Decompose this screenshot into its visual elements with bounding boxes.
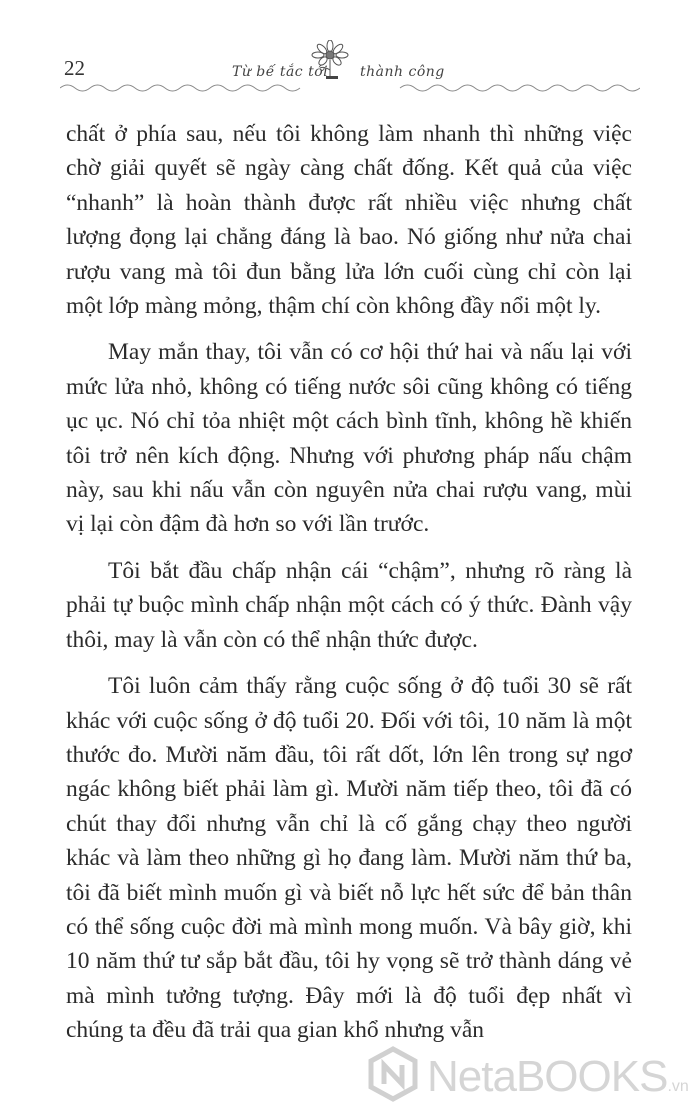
watermark-text: [427, 1052, 689, 1102]
paragraph: May mắn thay, tôi vẫn có cơ hội thứ hai và nấu lại với mức lửa nhỏ, không có tiếng nước sôi cũng không có tiếng ục ục. Nó chỉ tỏa nhiệt một cách bình tĩnh, không hề khiến tôi trở nên kích động. Nhưng với phương pháp nấu chậm này, sau khi nấu vẫn còn nguyên nửa chai rượu vang, mùi vị lại còn đậm đà hơn so với lần trước.: [66, 339, 632, 538]
running-head-left: Từ bế tắc tới: [232, 64, 329, 80]
paragraph: Tôi luôn cảm thấy rằng cuộc sống ở độ tuổi 30 sẽ rất khác với cuộc sống ở độ tuổi 20. Đối với tôi, 10 năm là một thước đo. Mười năm đầu, tôi rất dốt, lớn lên trong sự ngơ ngác không biết phải làm gì. Mười năm tiếp theo, tôi đã có chút thay đổi nhưng vẫn chỉ là cố gắng chạy theo người khác và làm theo những gì họ đang làm. Mười năm thứ ba, tôi đã biết mình muốn gì và biết nỗ lực hết sức để bản thân có thể sống cuộc đời mà mình mong muốn. Và bây giờ, khi 10 năm thứ tư sắp bắt đầu, tôi hy vọng sẽ trở thành dáng vẻ mà mình tưởng tượng. Đây mới là độ tuổi đẹp nhất vì chúng ta đều đã trải qua gian khổ nhưng vẫn: [66, 673, 632, 1044]
paragraph: chất ở phía sau, nếu tôi không làm nhanh thì những việc chờ giải quyết sẽ ngày càng chất đống. Kết quả của việc “nhanh” là hoàn thành được rất nhiều việc nhưng chất lượng đọng lại chẳng đáng là bao. Nó giống như nửa chai rượu vang mà tôi đun bằng lửa lớn cuối cùng chỉ còn lại một lớp màng mỏng, thậm chí còn không đầy nổi một ly.: [66, 121, 632, 320]
netabooks-logo-icon: [365, 1046, 421, 1102]
header-wave-divider: [60, 80, 640, 96]
page-number: 22: [64, 56, 85, 80]
running-head-right: thành công: [360, 64, 445, 80]
watermark-brand: NetaBOOKS: [427, 1052, 668, 1101]
watermark: [365, 1046, 695, 1106]
watermark-suffix: .vn: [667, 1078, 689, 1095]
running-head: [232, 64, 445, 80]
body-text: [66, 117, 632, 1060]
paragraph: Tôi bắt đầu chấp nhận cái “chậm”, nhưng rõ ràng là phải tự buộc mình chấp nhận một cách có ý thức. Đành vậy thôi, may là vẫn còn có thể nhận thức được.: [66, 557, 632, 653]
page-header: [0, 0, 700, 110]
